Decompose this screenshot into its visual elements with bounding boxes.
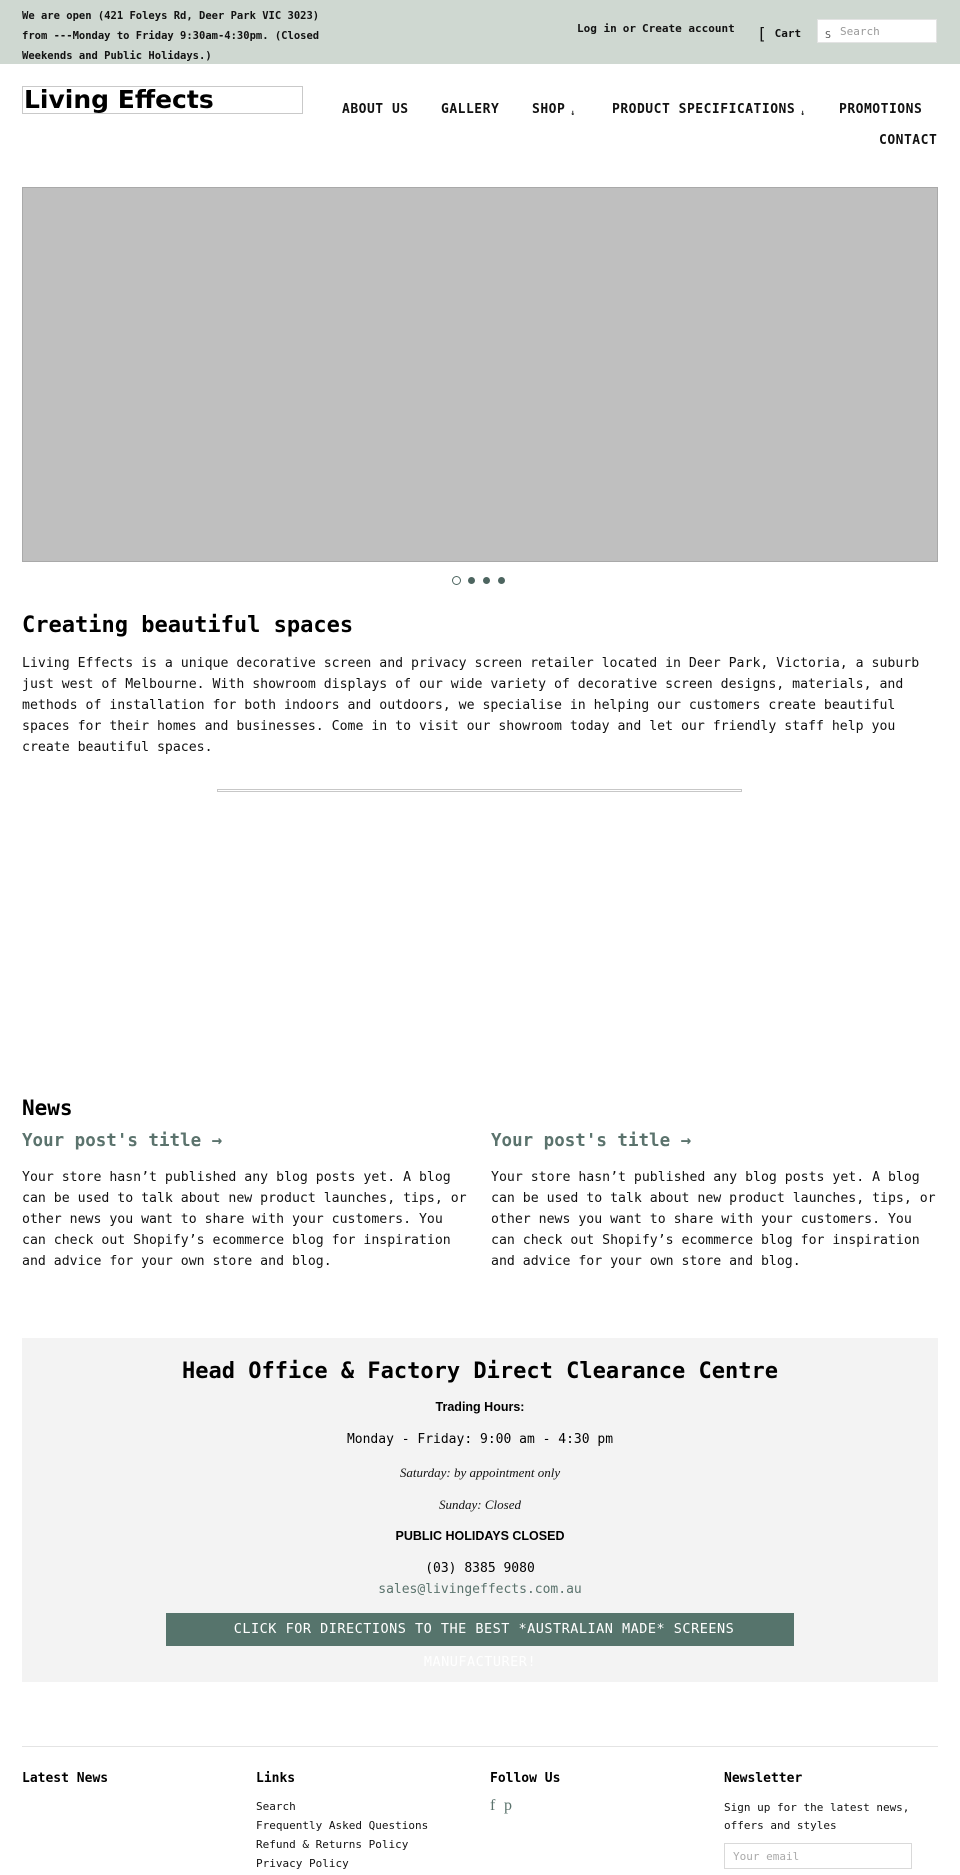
search-icon[interactable]: S bbox=[825, 30, 832, 41]
head-office-info bbox=[22, 1338, 938, 1682]
newsletter-description: Sign up for the latest news, offers and styles bbox=[724, 1801, 910, 1832]
create-account-link[interactable]: Create account bbox=[642, 22, 735, 35]
pinterest-icon[interactable]: p bbox=[504, 1797, 512, 1814]
chevron-down-icon: ↓ bbox=[570, 108, 576, 117]
news-heading: News bbox=[22, 1096, 73, 1120]
public-holidays-notice: PUBLIC HOLIDAYS CLOSED bbox=[395, 1529, 565, 1543]
directions-button[interactable] bbox=[166, 1613, 794, 1670]
nav-about-us-label: ABOUT US bbox=[342, 102, 409, 117]
nav-gallery[interactable] bbox=[441, 102, 499, 117]
cart-label: Cart bbox=[774, 27, 802, 40]
post-excerpt: Your store hasn’t published any blog posts yet. A blog can be used to talk about new product launches, tips, or other news you want to share with your customers. You can check out Shopify’s ecommerce blog for inspiration and advice for your own store and blog. bbox=[22, 1170, 467, 1269]
nav-product-specifications[interactable] bbox=[612, 102, 806, 117]
slide-dot[interactable] bbox=[483, 577, 490, 584]
nav-gallery-label: GALLERY bbox=[441, 102, 500, 117]
footer-latest-news-title: Latest News bbox=[22, 1771, 109, 1786]
announcement-bar bbox=[0, 0, 960, 64]
intro-heading: Creating beautiful spaces bbox=[22, 613, 354, 638]
search-input[interactable] bbox=[840, 22, 934, 40]
footer-follow-title: Follow Us bbox=[490, 1771, 561, 1786]
footer-links-title: Links bbox=[256, 1771, 296, 1786]
account-links bbox=[577, 22, 735, 35]
phone-number: (03) 8385 9080 bbox=[425, 1561, 535, 1576]
site-logo[interactable]: Living Effects bbox=[22, 86, 303, 114]
search-box bbox=[817, 19, 937, 43]
slide-dot[interactable] bbox=[452, 576, 461, 585]
chevron-down-icon: ↓ bbox=[800, 108, 806, 117]
weekday-hours: Monday - Friday: 9:00 am - 4:30 pm bbox=[346, 1432, 614, 1447]
head-office-heading: Head Office & Factory Direct Clearance Centre bbox=[181, 1359, 779, 1384]
sunday-hours: Sunday: Closed bbox=[439, 1497, 521, 1512]
cart-icon: [ bbox=[757, 24, 767, 43]
nav-shop-label: SHOP bbox=[532, 102, 566, 117]
nav-promotions[interactable] bbox=[839, 102, 922, 117]
store-hours-announcement: We are open (421 Foleys Rd, Deer Park VIC 3023) from ---Monday to Friday 9:30am-4:30pm. (Closed Weekends and Public Holidays.) bbox=[22, 10, 320, 62]
hero-slideshow[interactable] bbox=[22, 187, 938, 562]
footer-link-faq[interactable]: Frequently Asked Questions bbox=[256, 1819, 429, 1832]
nav-promotions-label: PROMOTIONS bbox=[839, 102, 923, 117]
post-title-link[interactable]: Your post's title → bbox=[22, 1131, 223, 1151]
intro-paragraph: Living Effects is a unique decorative screen and privacy screen retailer located in Deer Park, Victoria, a suburb just west of Melbourne. With showroom displays of our wide variety of decorative screen designs, materials, and methods of installation for both indoors and outdoors, we specialise in helping our customers create beautiful spaces for their homes and businesses. Come in to visit our showroom today and let our friendly staff help you create beautiful spaces. bbox=[22, 656, 920, 755]
login-link[interactable]: Log in bbox=[577, 22, 617, 35]
section-divider bbox=[217, 789, 742, 792]
footer-link-privacy-policy[interactable]: Privacy Policy bbox=[256, 1857, 349, 1870]
email-link[interactable]: sales@livingeffects.com.au bbox=[378, 1582, 582, 1597]
footer-divider bbox=[22, 1746, 938, 1747]
footer-link-search[interactable]: Search bbox=[256, 1800, 296, 1813]
saturday-hours: Saturday: by appointment only bbox=[399, 1465, 561, 1480]
nav-contact[interactable] bbox=[879, 133, 937, 148]
post-title-link[interactable]: Your post's title → bbox=[491, 1131, 692, 1151]
footer-newsletter-title: Newsletter bbox=[724, 1771, 803, 1786]
slide-dot[interactable] bbox=[498, 577, 505, 584]
newsletter-email-input[interactable] bbox=[724, 1843, 912, 1869]
nav-about-us[interactable] bbox=[342, 102, 409, 117]
nav-product-specifications-label: PRODUCT SPECIFICATIONS bbox=[612, 102, 796, 117]
slide-dot[interactable] bbox=[468, 577, 475, 584]
post-excerpt: Your store hasn’t published any blog posts yet. A blog can be used to talk about new product launches, tips, or other news you want to share with your customers. You can check out Shopify’s ecommerce blog for inspiration and advice for your own store and blog. bbox=[491, 1170, 936, 1269]
directions-button-label: CLICK FOR DIRECTIONS TO THE BEST *AUSTRALIAN MADE* SCREENS MANUFACTURER! bbox=[233, 1621, 735, 1670]
facebook-icon[interactable]: f bbox=[490, 1797, 496, 1814]
footer-link-refund-policy[interactable]: Refund & Returns Policy bbox=[256, 1838, 409, 1851]
nav-shop[interactable] bbox=[532, 102, 576, 117]
nav-contact-label: CONTACT bbox=[879, 133, 938, 148]
trading-hours-label: Trading Hours: bbox=[435, 1400, 525, 1414]
cart-link[interactable] bbox=[757, 22, 801, 41]
or-separator: or bbox=[622, 22, 636, 35]
